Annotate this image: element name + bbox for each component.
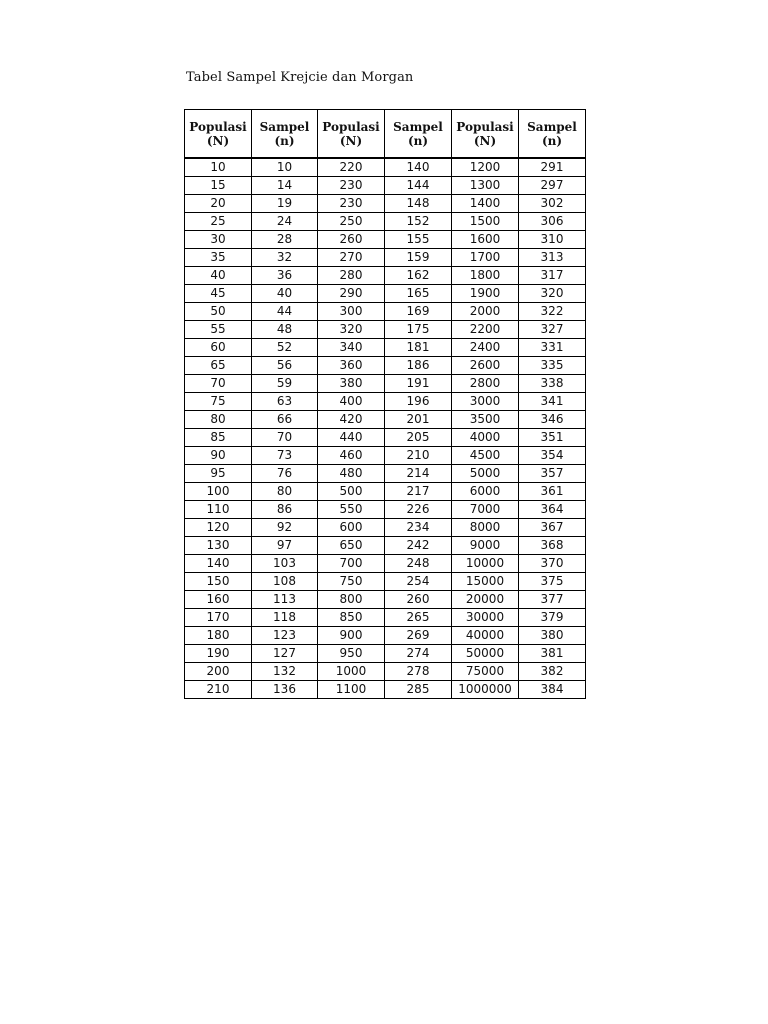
table-cell: 25 xyxy=(185,213,252,231)
table-cell: 103 xyxy=(252,555,318,573)
table-row xyxy=(185,645,586,663)
table-cell: 800 xyxy=(318,591,385,609)
table-cell: 265 xyxy=(385,609,452,627)
table-row xyxy=(185,465,586,483)
table-cell: 1500 xyxy=(452,213,519,231)
table-cell: 65 xyxy=(185,357,252,375)
table-cell: 144 xyxy=(385,177,452,195)
table-cell: 55 xyxy=(185,321,252,339)
table-cell: 4000 xyxy=(452,429,519,447)
table-cell: 19 xyxy=(252,195,318,213)
table-cell: 1900 xyxy=(452,285,519,303)
table-cell: 380 xyxy=(318,375,385,393)
table-cell: 226 xyxy=(385,501,452,519)
table-cell: 270 xyxy=(318,249,385,267)
table-cell: 377 xyxy=(519,591,586,609)
table-cell: 95 xyxy=(185,465,252,483)
table-cell: 6000 xyxy=(452,483,519,501)
table-row xyxy=(185,681,586,699)
table-cell: 150 xyxy=(185,573,252,591)
table-body xyxy=(185,158,586,699)
table-cell: 50 xyxy=(185,303,252,321)
table-cell: 155 xyxy=(385,231,452,249)
table-cell: 850 xyxy=(318,609,385,627)
table-cell: 191 xyxy=(385,375,452,393)
table-cell: 40000 xyxy=(452,627,519,645)
table-cell: 36 xyxy=(252,267,318,285)
table-cell: 118 xyxy=(252,609,318,627)
table-row xyxy=(185,393,586,411)
table-row xyxy=(185,555,586,573)
table-cell: 234 xyxy=(385,519,452,537)
table-cell: 190 xyxy=(185,645,252,663)
table-cell: 9000 xyxy=(452,537,519,555)
table-cell: 132 xyxy=(252,663,318,681)
table-row xyxy=(185,357,586,375)
table-cell: 75 xyxy=(185,393,252,411)
table-cell: 382 xyxy=(519,663,586,681)
table-cell: 70 xyxy=(252,429,318,447)
table-cell: 351 xyxy=(519,429,586,447)
table-cell: 14 xyxy=(252,177,318,195)
table-cell: 2200 xyxy=(452,321,519,339)
table-cell: 201 xyxy=(385,411,452,429)
table-cell: 1300 xyxy=(452,177,519,195)
table-cell: 302 xyxy=(519,195,586,213)
table-cell: 120 xyxy=(185,519,252,537)
header-row xyxy=(185,110,586,159)
header-sampel-2: Sampel (n) xyxy=(385,110,452,159)
table-cell: 52 xyxy=(252,339,318,357)
table-cell: 2400 xyxy=(452,339,519,357)
table-row xyxy=(185,447,586,465)
table-cell: 2600 xyxy=(452,357,519,375)
table-cell: 375 xyxy=(519,573,586,591)
table-cell: 175 xyxy=(385,321,452,339)
table-row xyxy=(185,429,586,447)
table-cell: 90 xyxy=(185,447,252,465)
table-cell: 80 xyxy=(252,483,318,501)
table-row xyxy=(185,285,586,303)
table-cell: 380 xyxy=(519,627,586,645)
table-cell: 1600 xyxy=(452,231,519,249)
table-cell: 220 xyxy=(318,158,385,177)
table-cell: 100 xyxy=(185,483,252,501)
table-cell: 280 xyxy=(318,267,385,285)
table-cell: 127 xyxy=(252,645,318,663)
table-cell: 130 xyxy=(185,537,252,555)
table-cell: 63 xyxy=(252,393,318,411)
table-cell: 338 xyxy=(519,375,586,393)
table-header xyxy=(185,110,586,159)
table-cell: 40 xyxy=(252,285,318,303)
table-cell: 5000 xyxy=(452,465,519,483)
table-row xyxy=(185,158,586,177)
table-cell: 20000 xyxy=(452,591,519,609)
table-cell: 310 xyxy=(519,231,586,249)
table-row xyxy=(185,591,586,609)
table-cell: 340 xyxy=(318,339,385,357)
header-populasi-1: Populasi (N) xyxy=(185,110,252,159)
table-cell: 140 xyxy=(185,555,252,573)
table-cell: 162 xyxy=(385,267,452,285)
table-cell: 80 xyxy=(185,411,252,429)
table-cell: 159 xyxy=(385,249,452,267)
table-cell: 254 xyxy=(385,573,452,591)
table-cell: 1100 xyxy=(318,681,385,699)
table-cell: 320 xyxy=(519,285,586,303)
table-row xyxy=(185,483,586,501)
table-cell: 180 xyxy=(185,627,252,645)
table-cell: 331 xyxy=(519,339,586,357)
table-cell: 152 xyxy=(385,213,452,231)
table-cell: 66 xyxy=(252,411,318,429)
table-cell: 70 xyxy=(185,375,252,393)
table-cell: 360 xyxy=(318,357,385,375)
table-cell: 361 xyxy=(519,483,586,501)
table-cell: 230 xyxy=(318,195,385,213)
table-cell: 40 xyxy=(185,267,252,285)
table-row xyxy=(185,609,586,627)
table-cell: 260 xyxy=(385,591,452,609)
table-cell: 1700 xyxy=(452,249,519,267)
table-cell: 269 xyxy=(385,627,452,645)
table-cell: 20 xyxy=(185,195,252,213)
table-cell: 30000 xyxy=(452,609,519,627)
table-row xyxy=(185,195,586,213)
table-cell: 335 xyxy=(519,357,586,375)
table-cell: 210 xyxy=(185,681,252,699)
table-cell: 230 xyxy=(318,177,385,195)
table-cell: 45 xyxy=(185,285,252,303)
table-cell: 169 xyxy=(385,303,452,321)
header-sampel-1: Sampel (n) xyxy=(252,110,318,159)
table-row xyxy=(185,375,586,393)
table-row xyxy=(185,573,586,591)
table-row xyxy=(185,213,586,231)
table-cell: 317 xyxy=(519,267,586,285)
table-cell: 291 xyxy=(519,158,586,177)
table-cell: 379 xyxy=(519,609,586,627)
table-cell: 123 xyxy=(252,627,318,645)
table-cell: 92 xyxy=(252,519,318,537)
table-cell: 440 xyxy=(318,429,385,447)
table-cell: 306 xyxy=(519,213,586,231)
table-cell: 85 xyxy=(185,429,252,447)
table-cell: 1800 xyxy=(452,267,519,285)
table-cell: 75000 xyxy=(452,663,519,681)
table-row xyxy=(185,339,586,357)
table-cell: 1200 xyxy=(452,158,519,177)
table-cell: 186 xyxy=(385,357,452,375)
table-cell: 2000 xyxy=(452,303,519,321)
table-cell: 200 xyxy=(185,663,252,681)
table-cell: 364 xyxy=(519,501,586,519)
table-cell: 35 xyxy=(185,249,252,267)
table-cell: 110 xyxy=(185,501,252,519)
table-cell: 108 xyxy=(252,573,318,591)
table-cell: 384 xyxy=(519,681,586,699)
table-cell: 248 xyxy=(385,555,452,573)
table-cell: 196 xyxy=(385,393,452,411)
table-cell: 15000 xyxy=(452,573,519,591)
table-cell: 322 xyxy=(519,303,586,321)
table-cell: 370 xyxy=(519,555,586,573)
table-cell: 900 xyxy=(318,627,385,645)
table-cell: 480 xyxy=(318,465,385,483)
table-cell: 217 xyxy=(385,483,452,501)
table-cell: 56 xyxy=(252,357,318,375)
table-cell: 15 xyxy=(185,177,252,195)
table-cell: 60 xyxy=(185,339,252,357)
table-row xyxy=(185,537,586,555)
table-cell: 381 xyxy=(519,645,586,663)
table-row xyxy=(185,627,586,645)
table-row xyxy=(185,267,586,285)
table-cell: 297 xyxy=(519,177,586,195)
table-cell: 290 xyxy=(318,285,385,303)
table-row xyxy=(185,663,586,681)
document-title: Tabel Sampel Krejcie dan Morgan xyxy=(186,70,414,85)
table-cell: 2800 xyxy=(452,375,519,393)
table-row xyxy=(185,303,586,321)
table-cell: 50000 xyxy=(452,645,519,663)
table-cell: 32 xyxy=(252,249,318,267)
table-cell: 76 xyxy=(252,465,318,483)
table-cell: 86 xyxy=(252,501,318,519)
table-cell: 3500 xyxy=(452,411,519,429)
table-cell: 1000000 xyxy=(452,681,519,699)
header-populasi-2: Populasi (N) xyxy=(318,110,385,159)
table-cell: 750 xyxy=(318,573,385,591)
table-cell: 320 xyxy=(318,321,385,339)
table-cell: 357 xyxy=(519,465,586,483)
table-cell: 242 xyxy=(385,537,452,555)
table-cell: 420 xyxy=(318,411,385,429)
header-sampel-3: Sampel (n) xyxy=(519,110,586,159)
table-cell: 97 xyxy=(252,537,318,555)
table-cell: 650 xyxy=(318,537,385,555)
table-cell: 313 xyxy=(519,249,586,267)
table-cell: 367 xyxy=(519,519,586,537)
table-cell: 24 xyxy=(252,213,318,231)
table-cell: 170 xyxy=(185,609,252,627)
table-cell: 181 xyxy=(385,339,452,357)
table-cell: 136 xyxy=(252,681,318,699)
table-cell: 214 xyxy=(385,465,452,483)
table-cell: 205 xyxy=(385,429,452,447)
table-row xyxy=(185,519,586,537)
table-cell: 10000 xyxy=(452,555,519,573)
table-cell: 1400 xyxy=(452,195,519,213)
table-cell: 10 xyxy=(185,158,252,177)
table-cell: 400 xyxy=(318,393,385,411)
table-cell: 700 xyxy=(318,555,385,573)
table-cell: 160 xyxy=(185,591,252,609)
table-row xyxy=(185,501,586,519)
table-cell: 1000 xyxy=(318,663,385,681)
table-cell: 3000 xyxy=(452,393,519,411)
table-cell: 368 xyxy=(519,537,586,555)
table-cell: 341 xyxy=(519,393,586,411)
table-cell: 274 xyxy=(385,645,452,663)
table-cell: 278 xyxy=(385,663,452,681)
table-cell: 10 xyxy=(252,158,318,177)
table-row xyxy=(185,231,586,249)
table-row xyxy=(185,411,586,429)
table-cell: 8000 xyxy=(452,519,519,537)
table-cell: 28 xyxy=(252,231,318,249)
table-cell: 250 xyxy=(318,213,385,231)
table-cell: 7000 xyxy=(452,501,519,519)
table-row xyxy=(185,249,586,267)
table-cell: 346 xyxy=(519,411,586,429)
table-cell: 30 xyxy=(185,231,252,249)
sample-size-table xyxy=(184,109,586,699)
table-cell: 460 xyxy=(318,447,385,465)
table-cell: 950 xyxy=(318,645,385,663)
table-cell: 165 xyxy=(385,285,452,303)
table-cell: 354 xyxy=(519,447,586,465)
table-cell: 4500 xyxy=(452,447,519,465)
header-populasi-3: Populasi (N) xyxy=(452,110,519,159)
table-cell: 44 xyxy=(252,303,318,321)
table-cell: 73 xyxy=(252,447,318,465)
table-cell: 59 xyxy=(252,375,318,393)
table-cell: 285 xyxy=(385,681,452,699)
table-cell: 113 xyxy=(252,591,318,609)
table-cell: 48 xyxy=(252,321,318,339)
table-cell: 148 xyxy=(385,195,452,213)
table-cell: 500 xyxy=(318,483,385,501)
table-row xyxy=(185,321,586,339)
table-cell: 210 xyxy=(385,447,452,465)
table-cell: 600 xyxy=(318,519,385,537)
table-cell: 140 xyxy=(385,158,452,177)
table-cell: 550 xyxy=(318,501,385,519)
table-cell: 260 xyxy=(318,231,385,249)
table-cell: 327 xyxy=(519,321,586,339)
table-row xyxy=(185,177,586,195)
table-cell: 300 xyxy=(318,303,385,321)
